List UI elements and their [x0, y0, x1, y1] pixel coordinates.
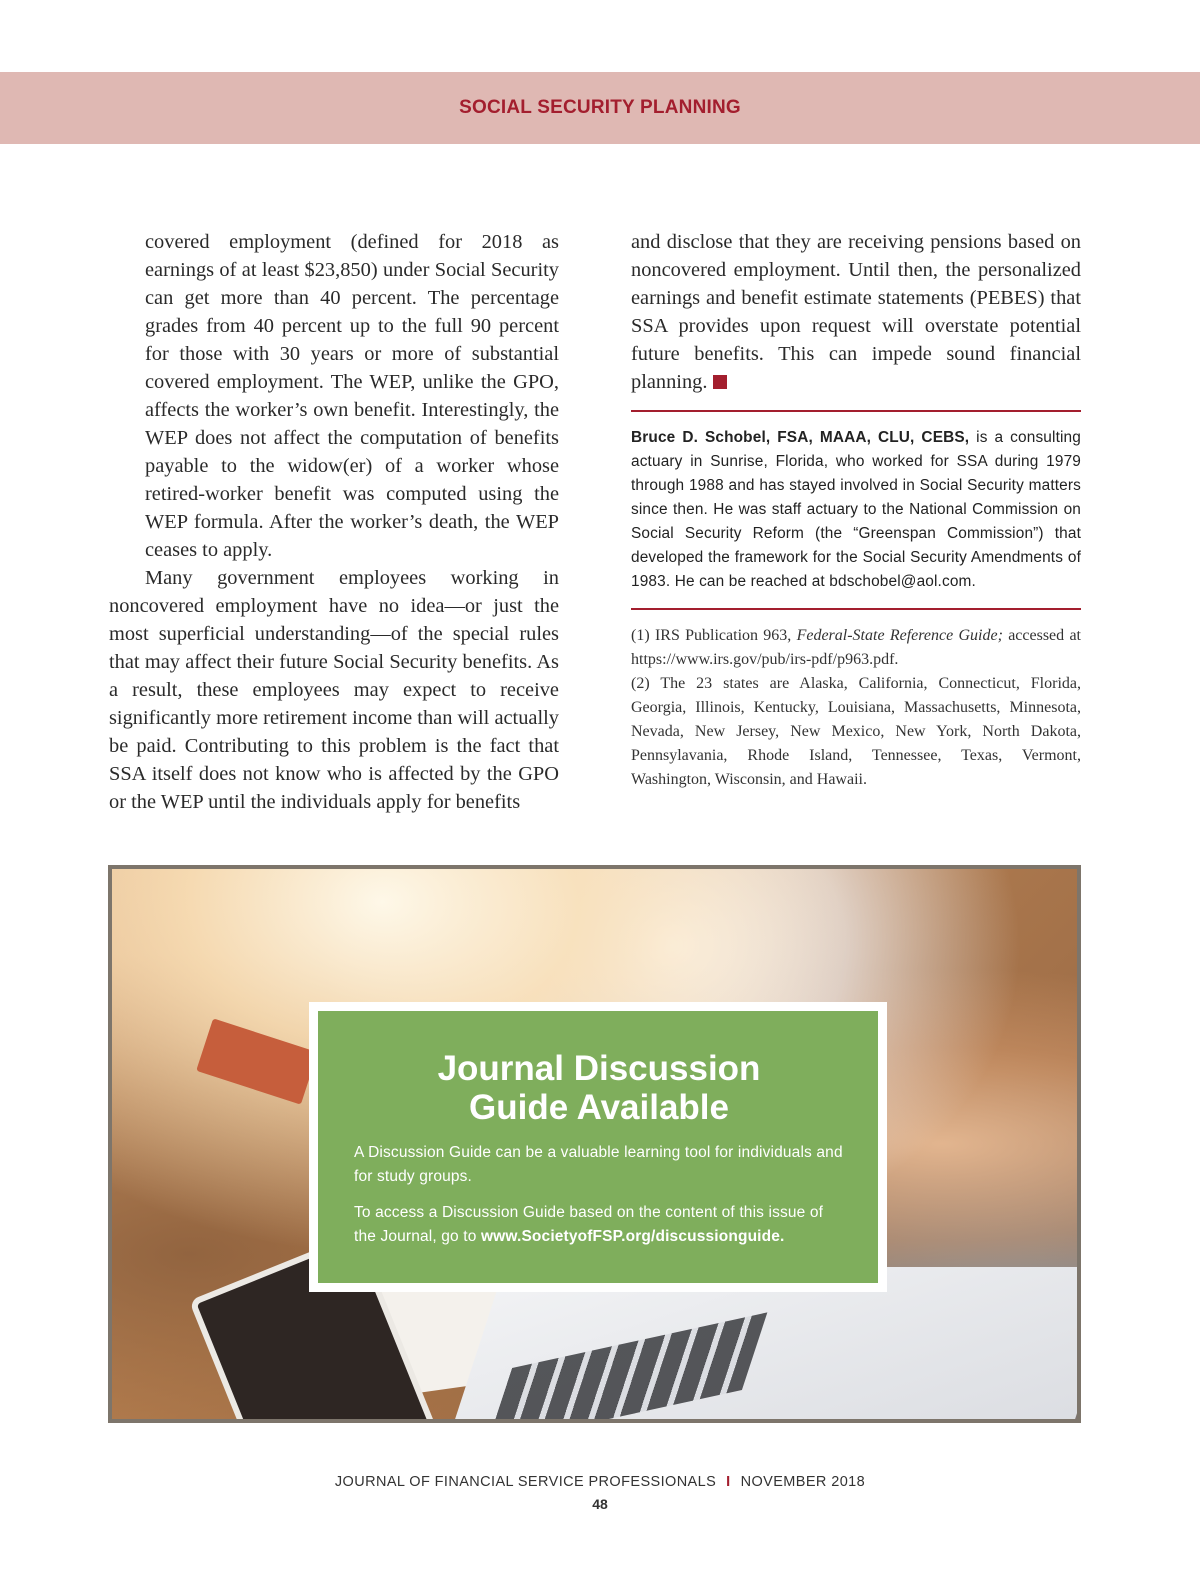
endnote-1-title: Federal-State Reference Guide; [796, 627, 1003, 644]
promo-text-2 [354, 1201, 844, 1249]
footer-line [0, 1474, 1200, 1490]
promo-text-2-prefix: To access a Discussion Guide based on the content of this issue of the Journal, go to [354, 1204, 824, 1245]
journal-name: JOURNAL OF FINANCIAL SERVICE PROFESSIONALS [334, 1474, 717, 1490]
endnote-1-suffix: accessed at https://www.irs.gov/pub/irs-pdf/p963.pdf. [631, 627, 1081, 668]
endnote-1 [631, 624, 1081, 672]
section-header-band [0, 72, 1200, 144]
body-paragraph: Many government employees working in noncovered employment have no idea—or just the most superficial understanding—of the special rules that may affect their future Social Security benefits. As a result, these employees may expect to receive significantly more retirement income than will actually be paid. Contributing to this problem is the fact that SSA itself does not know who is affected by the GPO or the WEP until the individuals apply for benefits [109, 567, 559, 813]
author-name: Bruce D. Schobel, FSA, MAAA, CLU, CEBS, [631, 429, 970, 446]
discussion-guide-link[interactable]: www.SocietyofFSP.org/discussionguide. [480, 1228, 785, 1245]
discussion-guide-photo [108, 865, 1081, 1423]
end-of-article-mark-icon [713, 375, 727, 389]
promo-title-line-1: Journal Discussion [437, 1049, 761, 1088]
left-column [109, 228, 559, 816]
promo-text-1: A Discussion Guide can be a valuable learning tool for individuals and for study groups. [354, 1144, 843, 1185]
book-graphic [196, 1018, 318, 1104]
author-bio-text: is a consulting actuary in Sunrise, Florida, who worked for SSA during 1979 through 1988 and has stayed involved in Social Security matters since then. He was staff actuary to the National Commission on Social Security Reform (the “Greenspan Commission”) that developed the framework for the Social Security Amendments of 1983. He can be reached at bdschobel@aol.com. [631, 429, 1081, 590]
page-footer [0, 1474, 1200, 1512]
issue-date: NOVEMBER 2018 [740, 1474, 866, 1490]
right-column [631, 228, 1081, 792]
promo-title [354, 1049, 844, 1127]
divider-rule [631, 410, 1081, 412]
body-paragraph-continued: covered employment (defined for 2018 as earnings of at least $23,850) under Social Security can get more than 40 percent. The percentage grades from 40 percent up to the full 90 percent for those with 30 years or more of substantial covered employment. The WEP, unlike the GPO, affects the worker’s own benefit. Interestingly, the WEP does not affect the computation of benefits payable to the widow(er) of a worker whose retired-worker benefit was computed using the WEP formula. After the worker’s death, the WEP ceases to apply. [145, 231, 559, 561]
endnotes [631, 624, 1081, 792]
footer-separator: I [726, 1474, 731, 1490]
body-paragraph-closing [631, 228, 1081, 396]
page-number: 48 [592, 1496, 608, 1512]
author-bio [631, 426, 1081, 594]
promo-title-line-2: Guide Available [469, 1088, 729, 1127]
endnote-2: (2) The 23 states are Alaska, California, Connecticut, Florida, Georgia, Illinois, Kentucky, Louisiana, Massachusetts, Minnesota, Nevada, New Jersey, New Mexico, New York, North Dakota, Pennsylavania, Rhode Island, Tennessee, Texas, Vermont, Washington, Wisconsin, and Hawaii. [631, 675, 1081, 788]
promo-box-border [309, 1002, 887, 1292]
closing-text: and disclose that they are receiving pensions based on noncovered employment. Until then, the personalized earnings and benefit estimate statements (PEBES) that SSA provides upon request will overstate potential future benefits. This can impede sound financial planning. [631, 231, 1081, 393]
divider-rule [631, 608, 1081, 610]
promo-box [318, 1011, 878, 1283]
section-title: SOCIAL SECURITY PLANNING [459, 97, 741, 118]
endnote-1-prefix: (1) IRS Publication 963, [631, 627, 797, 644]
